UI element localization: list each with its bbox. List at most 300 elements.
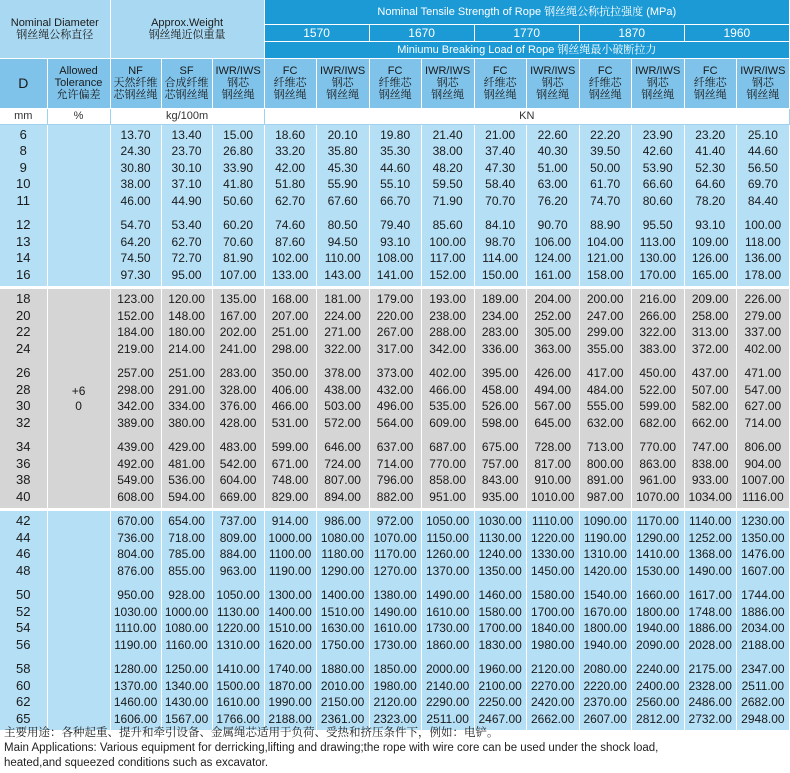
value-column-7 — [421, 510, 474, 731]
cell-value: 1840.00 — [530, 621, 575, 635]
cell-value: 737.00 — [219, 514, 257, 528]
cell-value: 50.00 — [590, 160, 621, 175]
cell-value: 55.90 — [327, 177, 358, 191]
subheader-4: IWR/IWS 钢芯 钢丝绳 — [316, 58, 369, 108]
diameter-value: 32 — [16, 414, 31, 430]
subheader-1: SF 合成纤维 芯钢丝绳 — [161, 58, 212, 108]
cell-value: 19.80 — [380, 127, 411, 142]
note-en-1: Main Applications: Various equipment for derricking,lifting and drawing;the rope with wire core can be used under the shock load, — [4, 742, 659, 754]
cell-value: 1370.00 — [113, 678, 158, 693]
cell-value: 2270.00 — [530, 678, 575, 693]
cell-value: 855.00 — [168, 563, 205, 578]
cell-value: 2140.00 — [425, 678, 470, 693]
cell-value: 2948.00 — [741, 711, 785, 726]
cell-value: 216.00 — [639, 292, 677, 306]
cell-value: 1940.00 — [636, 621, 680, 635]
value-column-7 — [421, 124, 474, 288]
cell-value: 123.00 — [117, 292, 154, 306]
cell-value: 961.00 — [639, 473, 677, 487]
cell-value: 1800.00 — [636, 604, 680, 619]
cell-value: 35.80 — [327, 144, 358, 158]
cell-value: 1980.00 — [530, 637, 575, 652]
cell-value: 2812.00 — [636, 711, 680, 726]
cell-value: 126.00 — [691, 251, 729, 265]
cell-value: 1310.00 — [583, 547, 627, 561]
cell-value: 67.60 — [327, 193, 358, 208]
cell-value: 334.00 — [168, 399, 205, 413]
cell-value: 637.00 — [376, 440, 414, 454]
cell-value: 336.00 — [481, 341, 519, 356]
cell-value: 2250.00 — [478, 695, 522, 709]
cell-value: 1830.00 — [478, 637, 522, 652]
cell-value: 313.00 — [691, 325, 729, 339]
diameter-value: 50 — [16, 587, 31, 602]
diameter-value: 11 — [16, 192, 30, 208]
cell-value: 113.00 — [639, 234, 676, 249]
cell-value: 2175.00 — [688, 662, 732, 676]
cell-value: 389.00 — [117, 415, 154, 430]
row-group-2 — [0, 510, 790, 731]
cell-value: 1180.00 — [321, 547, 364, 561]
cell-value: 439.00 — [117, 440, 154, 454]
cell-value: 1730.00 — [373, 637, 417, 652]
diameter-value: 60 — [16, 677, 31, 693]
cell-value: 363.00 — [534, 341, 572, 356]
cell-value: 662.00 — [691, 415, 729, 430]
cell-value: 279.00 — [744, 308, 782, 323]
value-column-10 — [579, 124, 631, 288]
cell-value: 1450.00 — [530, 563, 575, 578]
cell-value: 1080.00 — [320, 530, 365, 545]
cell-value: 1250.00 — [164, 662, 209, 676]
cell-value: 2010.00 — [320, 678, 365, 693]
diameter-column — [0, 510, 47, 731]
cell-value: 48.20 — [432, 160, 463, 175]
diameter-value: 62 — [16, 694, 31, 709]
cell-value: 44.90 — [171, 193, 202, 208]
cell-value: 98.70 — [485, 234, 516, 249]
cell-value: 1030.00 — [478, 514, 522, 528]
nominal-diameter-header: Nominal Diameter 钢丝绳公称直径 — [0, 0, 110, 58]
cell-value: 428.00 — [219, 415, 257, 430]
cell-value: 1368.00 — [688, 547, 732, 561]
cell-value: 1400.00 — [320, 588, 365, 602]
cell-value: 536.00 — [168, 473, 205, 487]
cell-value: 72.70 — [171, 251, 202, 265]
diameter-value: 56 — [16, 636, 31, 652]
diameter-value: 14 — [16, 250, 31, 265]
value-column-13 — [736, 124, 789, 288]
cell-value: 2682.00 — [741, 695, 785, 709]
cell-value: 328.00 — [219, 382, 257, 397]
cell-value: 59.50 — [432, 177, 463, 191]
cell-value: 1300.00 — [268, 588, 312, 602]
cell-value: 1567.00 — [164, 711, 209, 726]
cell-value: 2034.00 — [741, 621, 785, 635]
cell-value: 220.00 — [376, 308, 414, 323]
cell-value: 1000.00 — [164, 604, 209, 619]
strength-1670: 1670 — [369, 24, 474, 41]
cell-value: 141.00 — [376, 267, 414, 282]
cell-value: 483.00 — [219, 440, 257, 454]
diameter-value: 18 — [16, 291, 31, 306]
cell-value: 39.50 — [590, 144, 621, 158]
breaking-load-title: Miniumu Breaking Load of Rope 钢丝绳最小破断拉力 — [264, 41, 789, 58]
note-cn: 主要用途：各种起重、提升和牵引设备、金属绳芯适用于负荷、受热和挤压条件下，例如：电铲。 — [4, 727, 499, 739]
cell-value: 62.70 — [275, 193, 306, 208]
diameter-value: 58 — [16, 661, 31, 676]
cell-value: 121.00 — [586, 251, 624, 265]
cell-value: 41.40 — [695, 144, 726, 158]
cell-value: 61.70 — [590, 177, 621, 191]
value-column-9 — [526, 510, 579, 731]
cell-value: 1670.00 — [583, 604, 627, 619]
cell-value: 1766.00 — [216, 711, 260, 726]
subheader-9: FC 纤维芯 钢丝绳 — [579, 58, 631, 108]
cell-value: 241.00 — [219, 341, 257, 356]
cell-value: 383.00 — [639, 341, 677, 356]
cell-value: 1500.00 — [216, 678, 260, 693]
subheader-10: IWR/IWS 钢芯 钢丝绳 — [631, 58, 684, 108]
value-column-3 — [212, 288, 264, 510]
cell-value: 258.00 — [691, 308, 729, 323]
subheader-7: FC 纤维芯 钢丝绳 — [474, 58, 526, 108]
strength-1960: 1960 — [684, 24, 789, 41]
cell-value: 1190.00 — [583, 530, 627, 545]
diameter-value: 9 — [19, 159, 27, 175]
cell-value: 257.00 — [117, 366, 154, 380]
diameter-value: 10 — [16, 176, 31, 191]
cell-value: 1800.00 — [583, 621, 627, 635]
cell-value: 181.00 — [324, 292, 361, 306]
diameter-value: 42 — [16, 513, 31, 528]
cell-value: 1730.00 — [425, 621, 470, 635]
cell-value: 143.00 — [324, 267, 361, 282]
cell-value: 41.80 — [223, 177, 254, 191]
cell-value: 21.40 — [432, 127, 463, 142]
cell-value: 471.00 — [744, 366, 782, 380]
cell-value: 806.00 — [744, 440, 782, 454]
cell-value: 876.00 — [117, 563, 154, 578]
cell-value: 25.10 — [747, 127, 778, 142]
cell-value: 1430.00 — [164, 695, 209, 709]
cell-value: 291.00 — [168, 382, 205, 397]
cell-value: 1540.00 — [583, 588, 627, 602]
cell-value: 193.00 — [429, 292, 466, 306]
cell-value: 1220.00 — [216, 621, 260, 635]
cell-value: 74.60 — [275, 218, 306, 232]
cell-value: 484.00 — [586, 382, 624, 397]
cell-value: 935.00 — [481, 489, 519, 504]
cell-value: 1960.00 — [478, 662, 522, 676]
cell-value: 74.70 — [590, 193, 621, 208]
cell-value: 395.00 — [481, 366, 519, 380]
cell-value: 180.00 — [168, 325, 205, 339]
cell-value: 933.00 — [691, 473, 729, 487]
cell-value: 1860.00 — [425, 637, 470, 652]
cell-value: 1886.00 — [741, 604, 785, 619]
value-column-2 — [161, 288, 212, 510]
cell-value: 804.00 — [117, 547, 154, 561]
tolerance-cell — [47, 510, 110, 731]
cell-value: 1000.00 — [268, 530, 312, 545]
cell-value: 18.60 — [275, 127, 306, 142]
cell-value: 494.00 — [534, 382, 572, 397]
cell-value: 94.50 — [327, 234, 358, 249]
cell-value: 807.00 — [324, 473, 361, 487]
value-column-3 — [212, 124, 264, 288]
cell-value: 1630.00 — [320, 621, 365, 635]
cell-value: 2080.00 — [583, 662, 627, 676]
cell-value: 372.00 — [691, 341, 729, 356]
cell-value: 785.00 — [168, 547, 205, 561]
cell-value: 1050.00 — [216, 588, 260, 602]
cell-value: 1110.00 — [114, 621, 157, 635]
cell-value: 2188.00 — [741, 637, 785, 652]
row-group-1 — [0, 288, 790, 510]
cell-value: 110.00 — [324, 251, 361, 265]
cell-value: 161.00 — [534, 267, 572, 282]
cell-value: 718.00 — [168, 530, 205, 545]
value-column-11 — [631, 124, 684, 288]
cell-value: 1400.00 — [268, 604, 312, 619]
cell-value: 884.00 — [219, 547, 257, 561]
cell-value: 736.00 — [117, 530, 154, 545]
cell-value: 189.00 — [481, 292, 519, 306]
cell-value: 322.00 — [639, 325, 677, 339]
cell-value: 53.40 — [171, 218, 202, 232]
value-column-6 — [369, 510, 421, 731]
cell-value: 894.00 — [324, 489, 361, 504]
cell-value: 1940.00 — [583, 637, 627, 652]
cell-value: 74.50 — [120, 251, 151, 265]
cell-value: 1150.00 — [426, 530, 469, 545]
subheader-2: IWR/IWS 钢芯 钢丝绳 — [212, 58, 264, 108]
cell-value: 1850.00 — [373, 662, 417, 676]
cell-value: 1870.00 — [268, 678, 312, 693]
cell-value: 669.00 — [219, 489, 257, 504]
cell-value: 458.00 — [481, 382, 519, 397]
value-column-4 — [264, 124, 316, 288]
cell-value: 2100.00 — [478, 678, 522, 693]
cell-value: 1580.00 — [478, 604, 522, 619]
diameter-value: 22 — [16, 324, 31, 339]
cell-value: 158.00 — [586, 267, 624, 282]
cell-value: 2188.00 — [268, 711, 312, 726]
cell-value: 44.60 — [380, 160, 411, 175]
cell-value: 547.00 — [744, 382, 782, 397]
subheader-12: IWR/IWS 钢芯 钢丝绳 — [736, 58, 789, 108]
cell-value: 80.50 — [327, 218, 358, 232]
cell-value: 1140.00 — [688, 514, 732, 528]
cell-value: 69.70 — [747, 177, 778, 191]
cell-value: 555.00 — [586, 399, 624, 413]
cell-value: 594.00 — [168, 489, 205, 504]
cell-value: 70.60 — [223, 234, 254, 249]
cell-value: 2511.00 — [741, 678, 785, 693]
cell-value: 402.00 — [429, 366, 466, 380]
cell-value: 402.00 — [744, 341, 782, 356]
diameter-value: 38 — [16, 472, 31, 487]
cell-value: 1330.00 — [530, 547, 575, 561]
cell-value: 64.20 — [120, 234, 151, 249]
cell-value: 1510.00 — [268, 621, 312, 635]
diameter-value: 12 — [16, 217, 31, 232]
cell-value: 838.00 — [691, 456, 729, 471]
cell-value: 60.20 — [223, 218, 254, 232]
cell-value: 100.00 — [744, 218, 782, 232]
cell-value: 224.00 — [324, 308, 361, 323]
cell-value: 432.00 — [376, 382, 414, 397]
approx-weight-header: Approx.Weight 钢丝绳近似重量 — [110, 0, 264, 58]
cell-value: 1610.00 — [216, 695, 260, 709]
cell-value: 219.00 — [117, 341, 154, 356]
cell-value: 1880.00 — [320, 662, 365, 676]
cell-value: 100.00 — [429, 234, 466, 249]
cell-value: 51.80 — [275, 177, 306, 191]
value-column-4 — [264, 510, 316, 731]
cell-value: 608.00 — [117, 489, 154, 504]
cell-value: 55.10 — [380, 177, 411, 191]
cell-value: 317.00 — [376, 341, 414, 356]
cell-value: 567.00 — [534, 399, 572, 413]
diameter-value: 30 — [16, 398, 31, 413]
value-column-13 — [736, 510, 789, 731]
cell-value: 23.20 — [695, 127, 726, 142]
cell-value: 1007.00 — [741, 473, 785, 487]
cell-value: 22.60 — [537, 127, 568, 142]
cell-value: 1380.00 — [373, 588, 417, 602]
cell-value: 2150.00 — [320, 695, 365, 709]
cell-value: 429.00 — [168, 440, 205, 454]
cell-value: 757.00 — [481, 456, 519, 471]
cell-value: 2240.00 — [636, 662, 680, 676]
cell-value: 572.00 — [324, 415, 361, 430]
cell-value: 829.00 — [271, 489, 309, 504]
cell-value: 35.30 — [380, 144, 411, 158]
cell-value: 1010.00 — [530, 489, 575, 504]
subheader-11: FC 纤维芯 钢丝绳 — [684, 58, 736, 108]
cell-value: 1290.00 — [320, 563, 365, 578]
cell-value: 104.00 — [586, 234, 624, 249]
cell-value: 1240.00 — [478, 547, 522, 561]
diameter-column — [0, 288, 47, 510]
cell-value: 675.00 — [481, 440, 519, 454]
cell-value: 376.00 — [219, 399, 257, 413]
cell-value: 507.00 — [691, 382, 729, 397]
cell-value: 202.00 — [219, 325, 257, 339]
cell-value: 714.00 — [376, 456, 414, 471]
cell-value: 1476.00 — [741, 547, 785, 561]
cell-value: 85.60 — [432, 218, 463, 232]
cell-value: 378.00 — [324, 366, 361, 380]
subheader-8: IWR/IWS 钢芯 钢丝绳 — [526, 58, 579, 108]
cell-value: 30.10 — [171, 160, 202, 175]
cell-value: 1090.00 — [583, 514, 627, 528]
cell-value: 963.00 — [219, 563, 257, 578]
cell-value: 950.00 — [117, 588, 154, 602]
cell-value: 1620.00 — [268, 637, 312, 652]
cell-value: 2662.00 — [530, 711, 575, 726]
cell-value: 1280.00 — [113, 662, 158, 676]
cell-value: 809.00 — [219, 530, 257, 545]
cell-value: 71.90 — [432, 193, 463, 208]
cell-value: 2347.00 — [741, 662, 785, 676]
cell-value: 2290.00 — [425, 695, 470, 709]
cell-value: 843.00 — [481, 473, 519, 487]
cell-value: 150.00 — [481, 267, 519, 282]
cell-value: 627.00 — [744, 399, 782, 413]
value-column-8 — [474, 288, 526, 510]
cell-value: 84.40 — [747, 193, 778, 208]
value-column-7 — [421, 288, 474, 510]
cell-value: 632.00 — [586, 415, 624, 430]
diameter-value: 24 — [16, 340, 31, 356]
diameter-value: 36 — [16, 455, 31, 471]
cell-value: 251.00 — [271, 325, 309, 339]
tolerance-cell: +6 0 — [47, 288, 110, 510]
cell-value: 526.00 — [481, 399, 519, 413]
cell-value: 654.00 — [168, 514, 205, 528]
cell-value: 800.00 — [586, 456, 624, 471]
cell-value: 214.00 — [168, 341, 205, 356]
cell-value: 81.90 — [223, 251, 254, 265]
cell-value: 987.00 — [586, 489, 624, 504]
cell-value: 45.30 — [327, 160, 358, 175]
diameter-value: 16 — [16, 266, 31, 282]
strength-1570: 1570 — [264, 24, 369, 41]
subheader-3: FC 纤维芯 钢丝绳 — [264, 58, 316, 108]
cell-value: 178.00 — [744, 267, 782, 282]
cell-value: 373.00 — [376, 366, 414, 380]
cell-value: 88.90 — [590, 218, 621, 232]
value-column-12 — [684, 510, 736, 731]
cell-value: 342.00 — [117, 399, 154, 413]
unit-mm: mm — [0, 108, 47, 124]
cell-value: 1460.00 — [113, 695, 158, 709]
cell-value: 1886.00 — [688, 621, 732, 635]
cell-value: 342.00 — [429, 341, 466, 356]
unit-load: KN — [264, 108, 789, 124]
cell-value: 1220.00 — [530, 530, 575, 545]
cell-value: 167.00 — [219, 308, 257, 323]
cell-value: 135.00 — [219, 292, 257, 306]
cell-value: 238.00 — [429, 308, 466, 323]
cell-value: 2328.00 — [688, 678, 732, 693]
cell-value: 58.40 — [485, 177, 516, 191]
subheader-6: IWR/IWS 钢芯 钢丝绳 — [421, 58, 474, 108]
diameter-value: 44 — [16, 529, 31, 545]
tolerance-column-header: Allowed Tolerance 允许偏差 — [47, 58, 110, 108]
cell-value: 1660.00 — [636, 588, 680, 602]
value-column-5 — [316, 510, 369, 731]
value-column-11 — [631, 510, 684, 731]
cell-value: 2000.00 — [425, 662, 470, 676]
cell-value: 266.00 — [639, 308, 677, 323]
cell-value: 535.00 — [429, 399, 466, 413]
unit-percent: % — [47, 108, 110, 124]
cell-value: 2467.00 — [478, 711, 522, 726]
cell-value: 1460.00 — [478, 588, 522, 602]
cell-value: 466.00 — [429, 382, 466, 397]
cell-value: 23.90 — [642, 127, 673, 142]
cell-value: 542.00 — [219, 456, 257, 471]
cell-value: 38.00 — [120, 177, 151, 191]
cell-value: 406.00 — [271, 382, 309, 397]
cell-value: 438.00 — [324, 382, 361, 397]
cell-value: 152.00 — [429, 267, 466, 282]
cell-value: 713.00 — [586, 440, 624, 454]
